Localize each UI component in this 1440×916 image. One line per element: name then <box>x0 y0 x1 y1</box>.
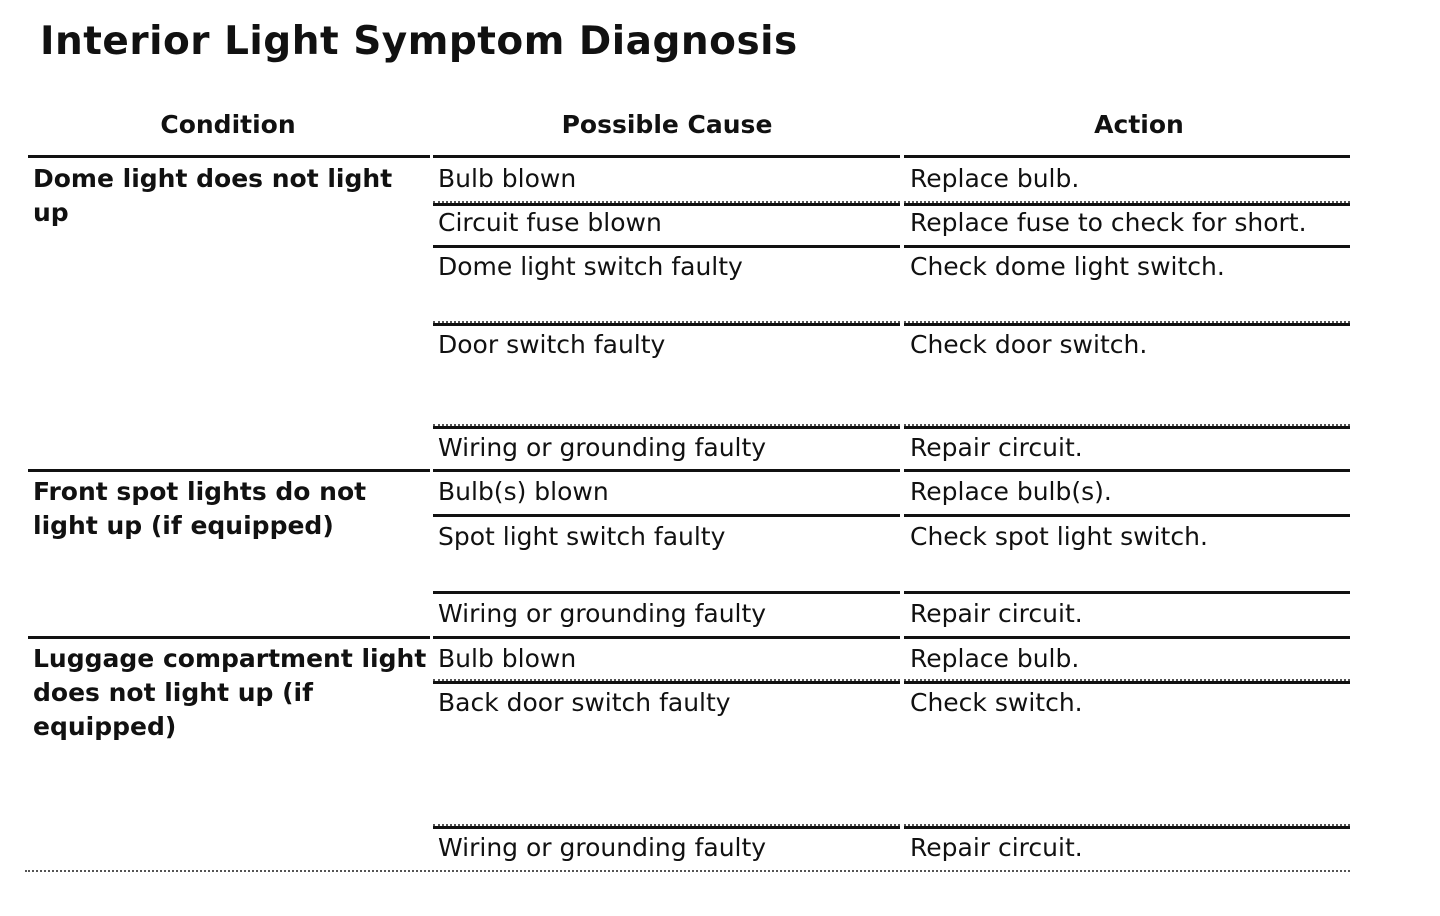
action-cell: Replace bulb. <box>910 164 1080 193</box>
action-cell: Replace bulb(s). <box>910 477 1112 506</box>
header-rule <box>904 155 1350 158</box>
page-title: Interior Light Symptom Diagnosis <box>40 19 798 64</box>
column-header-condition: Condition <box>160 110 296 139</box>
row-rule <box>904 245 1350 248</box>
group-rule <box>433 469 900 472</box>
group-rule <box>28 469 430 472</box>
action-cell: Check dome light switch. <box>910 252 1225 281</box>
column-header-possible-cause: Possible Cause <box>561 110 773 139</box>
action-cell: Check spot light switch. <box>910 522 1208 551</box>
row-rule <box>904 426 1350 429</box>
row-rule <box>433 826 900 829</box>
action-cell: Replace bulb. <box>910 644 1080 673</box>
header-rule <box>28 155 430 158</box>
row-rule <box>904 681 1350 684</box>
column-header-action: Action <box>1094 110 1184 139</box>
action-cell: Replace fuse to check for short. <box>910 208 1307 237</box>
cause-cell: Wiring or grounding faulty <box>438 833 767 862</box>
cause-cell: Dome light switch faulty <box>438 252 743 281</box>
cause-cell: Bulb(s) blown <box>438 477 609 506</box>
condition-cell: Front spot lights do not light up (if equipped) <box>33 477 367 540</box>
row-rule <box>433 514 900 517</box>
cause-cell: Bulb blown <box>438 164 577 193</box>
group-rule <box>433 636 900 639</box>
action-cell: Check door switch. <box>910 330 1148 359</box>
action-cell: Repair circuit. <box>910 433 1083 462</box>
row-rule <box>433 245 900 248</box>
action-cell: Repair circuit. <box>910 599 1083 628</box>
row-rule <box>433 591 900 594</box>
cause-cell: Back door switch faulty <box>438 688 731 717</box>
cause-cell: Bulb blown <box>438 644 577 673</box>
cause-cell: Circuit fuse blown <box>438 208 662 237</box>
cause-cell: Spot light switch faulty <box>438 522 726 551</box>
cause-cell: Door switch faulty <box>438 330 666 359</box>
cause-cell: Wiring or grounding faulty <box>438 433 767 462</box>
condition-cell: Luggage compartment light does not light up (if equipped) <box>33 644 427 741</box>
action-cell: Check switch. <box>910 688 1083 717</box>
condition-cell: Dome light does not light up <box>33 164 393 227</box>
row-rule <box>904 323 1350 326</box>
header-rule <box>433 155 900 158</box>
action-cell: Repair circuit. <box>910 833 1083 862</box>
group-rule <box>904 636 1350 639</box>
row-rule <box>433 426 900 429</box>
row-rule <box>433 681 900 684</box>
group-rule <box>28 636 430 639</box>
group-rule <box>904 469 1350 472</box>
row-rule <box>904 591 1350 594</box>
table-bottom-rule <box>25 870 1350 872</box>
cause-cell: Wiring or grounding faulty <box>438 599 767 628</box>
row-rule <box>904 514 1350 517</box>
row-rule <box>433 323 900 326</box>
row-rule <box>904 826 1350 829</box>
